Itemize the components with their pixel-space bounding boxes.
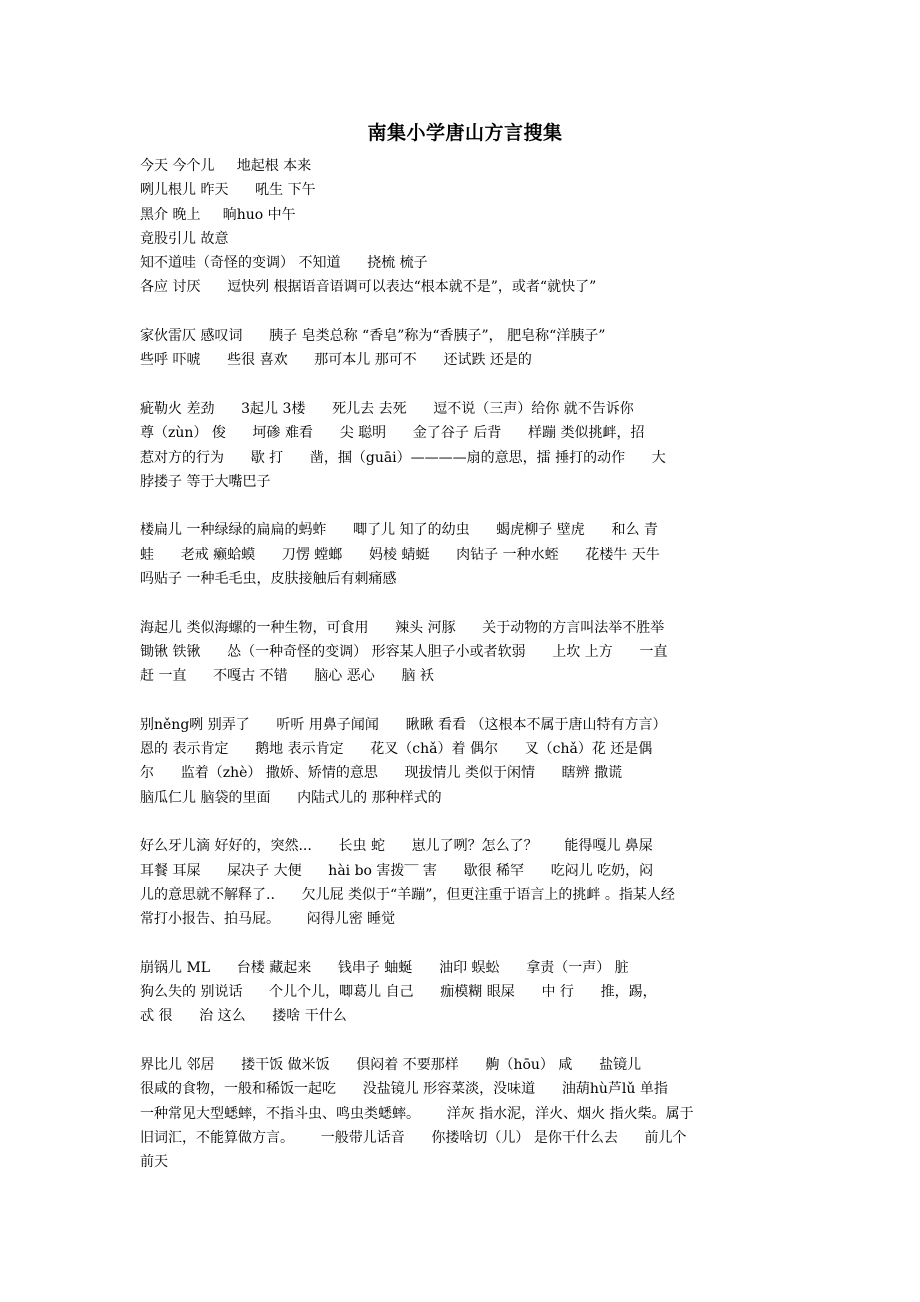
text-line: 界比儿 邻居 搂干饭 做米饭 倶闷着 不要那样 齁（hōu） 咸 盐镜儿 [140,1056,642,1073]
text-line: 疵勒火 差劲 3起儿 3楼 死儿去 去死 逗不说（三声）给你 就不告诉你 [140,400,634,417]
text-line: 竟股引儿 故意 [140,230,229,247]
text-line: 脑瓜仁儿 脑袋的里面 内陆式儿的 那种样式的 [140,789,442,806]
text-line: 海起儿 类似海螺的一种生物，可食用 辣头 河豚 关于动物的方言叫法举不胜举 [140,619,665,636]
paragraph-gap [140,494,790,518]
text-line: 常打小报告、拍马屁。 闷得儿密 睡觉 [140,911,396,928]
text-line: 家伙雷仄 感叹词 胰子 皂类总称 “香皂”称为“香胰子”， 肥皂称“洋胰子” [140,328,606,345]
text-line: 狗么失的 别说话 个儿个儿，唧葛儿 自己 痂模糊 眼屎 中 行 推，踢， [140,984,657,1001]
text-line: 赶 一直 不嘎古 不错 脑心 恶心 脑 袄 [140,668,434,685]
text-line: 旧词汇，不能算做方言。 一般带儿话音 你搂啥切（儿） 是你干什么去 前儿个 [140,1129,687,1146]
text-line: 好么牙儿滴 好好的，突然... 长虫 蛇 崽儿了咧？怎么了？ 能得嘎儿 鼻屎 [140,838,653,855]
document-page [140,118,790,1174]
text-line: 今天 今个儿 地起根 本来 [140,158,312,174]
text-line: 咧儿根儿 昨天 吼生 下午 [140,182,316,199]
paragraph-gap [140,591,790,615]
text-line: 锄锹 铁锹 怂（一种奇怪的变调） 形容某人胆子小或者软弱 上坎 上方 一直 [140,643,668,660]
text-line: 儿的意思就不解释了.. 欠儿屁 类似于“羊蹦”，但更注重于语言上的挑衅 。指某人经 [140,886,675,903]
text-line: 尊（zùn） 俊 坷碜 难看 尖 聪明 金了谷子 后背 样蹦 类似挑衅，招 [140,425,645,442]
text-line: 很咸的食物，一般和稀饭一起吃 没盐镜儿 形容菜淡，没味道 油葫hù芦lǔ 单指 [140,1081,668,1098]
paragraph-gap [140,689,790,713]
text-line: 蛙 老戒 癞蛤蟆 刀愣 螳螂 妈棱 蜻蜓 肉钻子 一种水蛭 花楼牛 天牛 [140,546,660,563]
text-line: 吗贴子 一种毛毛虫，皮肤接触后有刺痛感 [140,571,397,588]
paragraph-gap [140,373,790,397]
paragraph-gap [140,1029,790,1053]
text-line: 脖搂子 等于大嘴巴子 [140,473,271,490]
text-line: 惹对方的行为 歇 打 凿，掴（guāi）————扇的意思，擂 捶打的动作 大 [140,449,666,466]
text-line: 前天 [140,1154,168,1171]
text-line: 一种常见大型蟋蟀，不指斗虫、鸣虫类蟋蟀。 洋灰 指水泥，洋火、烟火 指火柴。属于 [140,1105,694,1122]
text-line: 别něng咧 别弄了 听听 用鼻子闻闻 瞅瞅 看看 （这根本不属于唐山特有方言） [140,716,667,733]
document-body [140,154,790,1174]
text-line: 知不道哇（奇怪的变调） 不知道 挠梳 梳子 [140,255,428,272]
text-line: 忒 很 治 这么 搂啥 干什么 [140,1008,347,1025]
text-line: 各应 讨厌 逗快列 根据语音语调可以表达“根本就不是”，或者“就快了” [140,279,597,296]
paragraph-gap [140,810,790,834]
text-line: 些呼 吓唬 些很 喜欢 那可本儿 那可不 还试跌 还是的 [140,352,532,369]
paragraph-gap [140,300,790,324]
text-line: 恩的 表示肯定 鹅地 表示肯定 花叉（chǎ）着 偶尔 叉（chǎ）花 还是偶 [140,741,653,758]
text-line: 耳餐 耳屎 屎决子 大便 hài bo 害拨‾‾ 害 歇很 稀罕 吃闷儿 吃奶，闷 [140,862,654,879]
paragraph-gap [140,932,790,956]
text-line: 黑介 晚上 晌huo 中午 [140,206,296,223]
text-line: 尔 监着（zhè） 撒娇、矫情的意思 现拔情儿 类似于闲情 瞎辨 撒谎 [140,765,623,782]
document-title: 南集小学唐山方言搜集 [367,122,563,144]
text-line: 崩锅儿 ML 台楼 藏起来 钱串子 蚰蜒 油印 蜈蚣 拿责（一声） 脏 [140,959,629,976]
text-line: 楼扁儿 一种绿绿的扁扁的蚂蚱 唧了儿 知了的幼虫 蝎虎柳子 壁虎 和么 青 [140,522,658,539]
